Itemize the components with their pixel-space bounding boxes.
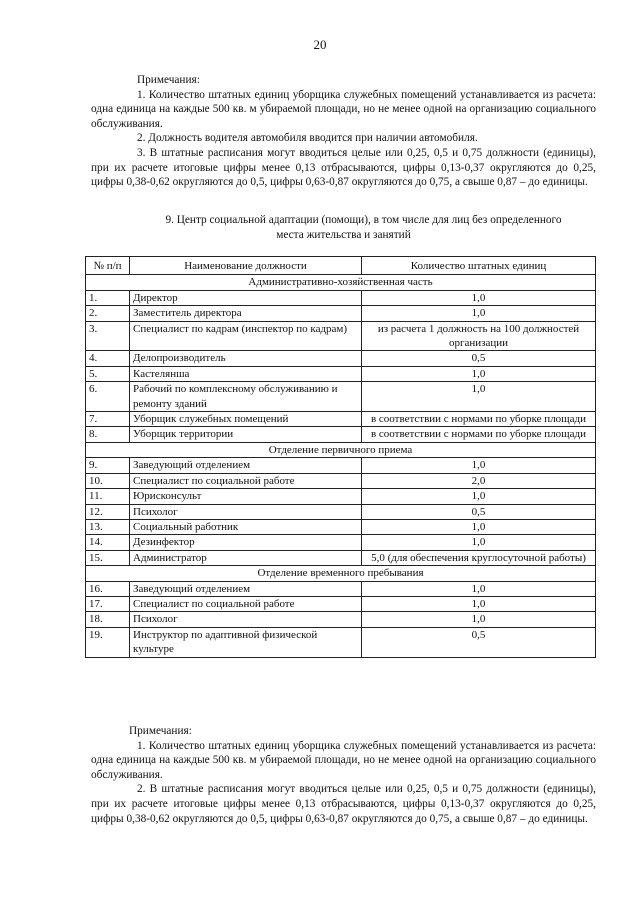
row-number: 4. bbox=[86, 351, 130, 366]
staff-count: 1,0 bbox=[362, 535, 596, 550]
staff-count: 1,0 bbox=[362, 366, 596, 381]
group-title: Отделение первичного приема bbox=[86, 442, 596, 457]
row-number: 3. bbox=[86, 321, 130, 351]
position-name: Специалист по социальной работе bbox=[130, 473, 362, 488]
staff-count: 1,0 bbox=[362, 489, 596, 504]
staff-count: 0,5 bbox=[362, 504, 596, 519]
row-number: 15. bbox=[86, 550, 130, 565]
staff-count: 1,0 bbox=[362, 596, 596, 611]
table-row bbox=[86, 504, 596, 519]
table-row bbox=[86, 306, 596, 321]
position-name: Социальный работник bbox=[130, 519, 362, 534]
table-group-row bbox=[86, 442, 596, 457]
table-row bbox=[86, 427, 596, 442]
table-row bbox=[86, 321, 596, 351]
position-name: Инструктор по адаптивной физической культуре bbox=[130, 627, 362, 657]
notes-bottom bbox=[91, 724, 596, 826]
position-name: Администратор bbox=[130, 550, 362, 565]
notes-title: Примечания: bbox=[129, 725, 192, 737]
notes-top bbox=[91, 73, 596, 190]
row-number: 9. bbox=[86, 458, 130, 473]
staff-count: 1,0 bbox=[362, 290, 596, 305]
row-number: 10. bbox=[86, 473, 130, 488]
row-number: 7. bbox=[86, 412, 130, 427]
position-name: Дезинфектор bbox=[130, 535, 362, 550]
row-number: 6. bbox=[86, 382, 130, 412]
page-number: 20 bbox=[313, 37, 327, 52]
table-row bbox=[86, 290, 596, 305]
table-group-row bbox=[86, 566, 596, 581]
section-heading-line: 9. Центр социальной адаптации (помощи), в том числе для лиц без определенного bbox=[165, 214, 562, 226]
position-name: Кастелянша bbox=[130, 366, 362, 381]
section-heading bbox=[91, 213, 596, 242]
table-group-row bbox=[86, 275, 596, 290]
position-name: Уборщик служебных помещений bbox=[130, 412, 362, 427]
position-name: Заместитель директора bbox=[130, 306, 362, 321]
staff-count: 5,0 (для обеспечения круглосуточной работы) bbox=[362, 550, 596, 565]
note-item: 2. Должность водителя автомобиля вводится при наличии автомобиля. bbox=[137, 132, 478, 145]
table-row bbox=[86, 351, 596, 366]
staff-count: в соответствии с нормами по уборке площади bbox=[362, 412, 596, 427]
position-name: Специалист по социальной работе bbox=[130, 596, 362, 611]
note-item: 1. Количество штатных единиц уборщика служебных помещений устанавливается из расчета: одна единица на каждые 500 кв. м убираемой площади, но не менее одной на организацию социального обслуживания. bbox=[91, 739, 596, 781]
staff-table bbox=[85, 256, 596, 658]
staff-count: 2,0 bbox=[362, 473, 596, 488]
staff-count: 0,5 bbox=[362, 351, 596, 366]
position-name: Уборщик территории bbox=[130, 427, 362, 442]
row-number: 16. bbox=[86, 581, 130, 596]
note-item: 1. Количество штатных единиц уборщика служебных помещений устанавливается из расчета: одна единица на каждые 500 кв. м убираемой площади, но не менее одной на организацию социального обслуживания. bbox=[91, 88, 596, 130]
position-name: Психолог bbox=[130, 504, 362, 519]
row-number: 14. bbox=[86, 535, 130, 550]
row-number: 17. bbox=[86, 596, 130, 611]
staff-count: из расчета 1 должность на 100 должностей организации bbox=[362, 321, 596, 351]
row-number: 1. bbox=[86, 290, 130, 305]
note-item: 3. В штатные расписания могут вводиться целые или 0,25, 0,5 и 0,75 должности (единицы), при их расчете итоговые цифры менее 0,13 отбрасываются, цифры 0,13-0,37 округляются до 0,25, цифры 0,38-0,62 округляются до 0,5, цифры 0,63-0,87 округляются до 0,75, а свыше 0,87 – до единицы. bbox=[91, 146, 596, 189]
staff-count: 1,0 bbox=[362, 382, 596, 412]
position-name: Юрисконсульт bbox=[130, 489, 362, 504]
table-header-row bbox=[86, 257, 596, 275]
table-row bbox=[86, 581, 596, 596]
row-number: 12. bbox=[86, 504, 130, 519]
position-name: Заведующий отделением bbox=[130, 458, 362, 473]
staff-count: 1,0 bbox=[362, 458, 596, 473]
group-title: Административно-хозяйственная часть bbox=[86, 275, 596, 290]
row-number: 18. bbox=[86, 612, 130, 627]
notes-title: Примечания: bbox=[137, 74, 200, 86]
row-number: 8. bbox=[86, 427, 130, 442]
position-name: Психолог bbox=[130, 612, 362, 627]
table-row bbox=[86, 519, 596, 534]
section-heading-line: места жительства и занятий bbox=[276, 228, 411, 241]
position-name: Директор bbox=[130, 290, 362, 305]
table-row bbox=[86, 535, 596, 550]
staff-count: 1,0 bbox=[362, 612, 596, 627]
table-row bbox=[86, 489, 596, 504]
table-row bbox=[86, 550, 596, 565]
header-count: Количество штатных единиц bbox=[362, 257, 596, 275]
header-position: Наименование должности bbox=[130, 257, 362, 275]
table-row bbox=[86, 458, 596, 473]
header-number: № п/п bbox=[86, 257, 130, 275]
table-row bbox=[86, 412, 596, 427]
position-name: Делопроизводитель bbox=[130, 351, 362, 366]
group-title: Отделение временного пребывания bbox=[86, 566, 596, 581]
row-number: 13. bbox=[86, 519, 130, 534]
row-number: 11. bbox=[86, 489, 130, 504]
staff-count: в соответствии с нормами по уборке площади bbox=[362, 427, 596, 442]
table-row bbox=[86, 596, 596, 611]
table-row bbox=[86, 382, 596, 412]
note-item: 2. В штатные расписания могут вводиться целые или 0,25, 0,5 и 0,75 должности (единицы), при их расчете итоговые цифры менее 0,13 отбрасываются, цифры 0,13-0,37 округляются до 0,25, цифры 0,38-0,62 округляются до 0,5, цифры 0,63-0,87 округляются до 0,75, а свыше 0,87 – до единицы. bbox=[91, 783, 596, 825]
staff-count: 1,0 bbox=[362, 519, 596, 534]
table-row bbox=[86, 366, 596, 381]
table-row bbox=[86, 473, 596, 488]
table-row bbox=[86, 612, 596, 627]
table-row bbox=[86, 627, 596, 657]
staff-count: 1,0 bbox=[362, 581, 596, 596]
row-number: 19. bbox=[86, 627, 130, 657]
row-number: 5. bbox=[86, 366, 130, 381]
staff-count: 1,0 bbox=[362, 306, 596, 321]
staff-count: 0,5 bbox=[362, 627, 596, 657]
row-number: 2. bbox=[86, 306, 130, 321]
position-name: Рабочий по комплексному обслуживанию и ремонту зданий bbox=[130, 382, 362, 412]
staff-table-body bbox=[86, 275, 596, 657]
position-name: Заведующий отделением bbox=[130, 581, 362, 596]
position-name: Специалист по кадрам (инспектор по кадрам) bbox=[130, 321, 362, 351]
